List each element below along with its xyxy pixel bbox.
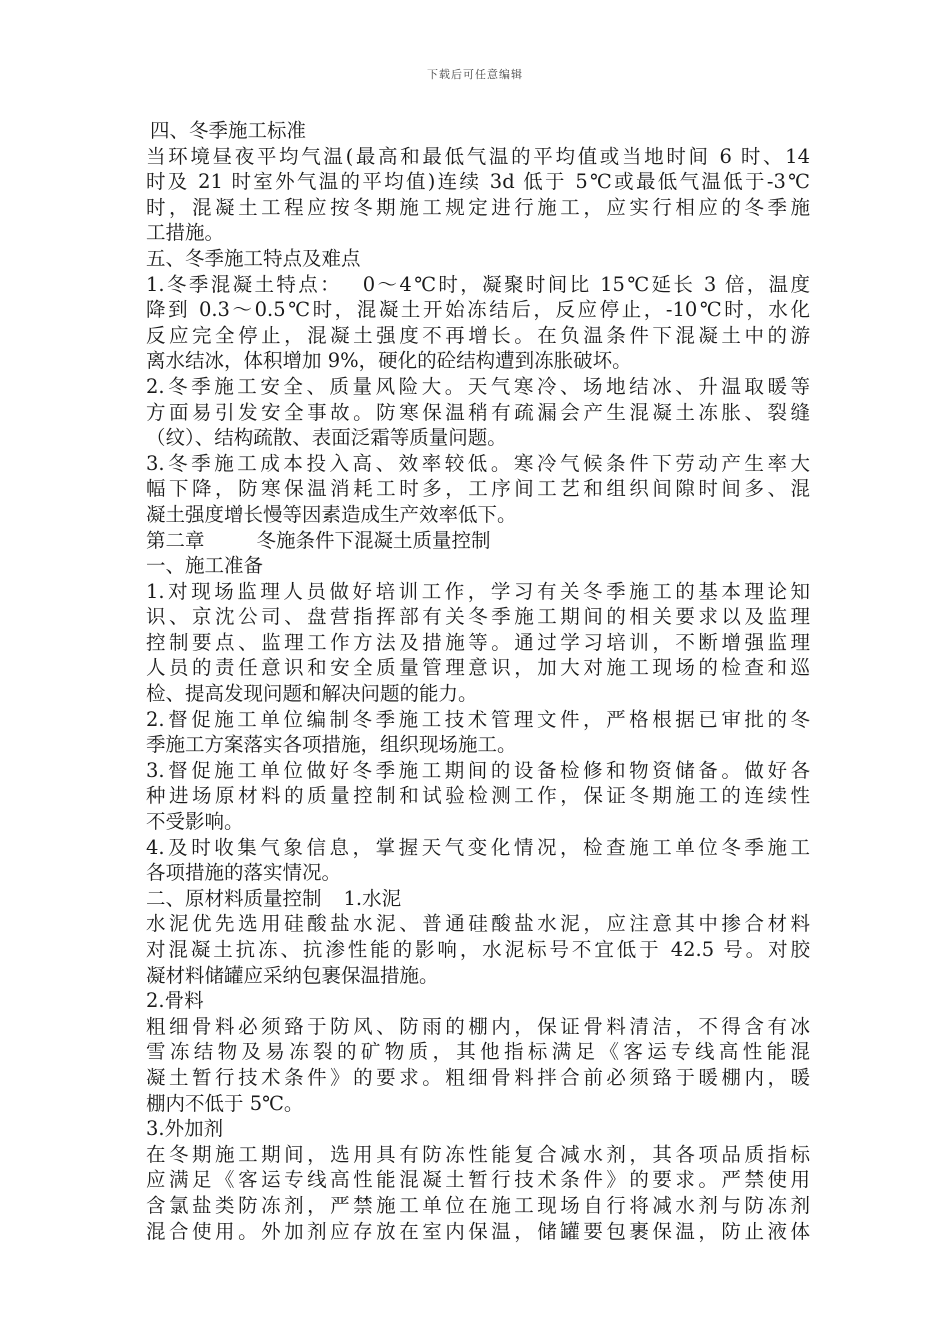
paragraph-line: 季施工方案落实各项措施，组织现场施工。 [146, 733, 517, 757]
paragraph-line: （纹）、结构疏散、表面泛霜等质量问题。 [146, 426, 507, 450]
paragraph-line: 棚内不低于 5℃。 [146, 1091, 304, 1115]
paragraph-line: 降到 0.3～0.5℃时，混凝土开始冻结后，反应停止，-10℃时，水化 [146, 298, 810, 322]
paragraph-line: 工措施。 [146, 221, 225, 245]
section-heading [146, 886, 810, 912]
paragraph-line: 方面易引发安全事故。防寒保温稍有疏漏会产生混凝土冻胀、裂缝 [146, 400, 810, 424]
paragraph-line: 3.督促施工单位做好冬季施工期间的设备检修和物资储备。做好各 [146, 758, 810, 782]
paragraph-line: 4.及时收集气象信息，掌握天气变化情况，检查施工单位冬季施工 [146, 835, 810, 859]
paragraph-line: 不受影响。 [146, 810, 244, 834]
paragraph-line: 混合使用。外加剂应存放在室内保温，储罐要包裹保温，防止液体 [146, 1219, 810, 1243]
chapter-number: 第二章 [146, 528, 205, 552]
paragraph-line: 识、京沈公司、盘营指挥部有关冬季施工期间的相关要求以及监理 [146, 605, 810, 629]
paragraph-line: 对混凝土抗冻、抗渗性能的影响，水泥标号不宜低于 42.5 号。对胶 [146, 938, 810, 961]
paragraph-line: 检、提高发现问题和解决问题的能力。 [146, 682, 478, 706]
paragraph-line: 控制要点、监理工作方法及措施等。通过学习培训，不断增强监理 [146, 630, 810, 654]
chapter-heading [146, 528, 810, 554]
paragraph-line: 凝材料储罐应采纳包裹保温措施。 [146, 963, 439, 987]
paragraph-line: 时及 21 时室外气温的平均值)连续 3d 低于 5℃或最低气温低于-3℃ [146, 170, 810, 194]
subsection-heading: 3.外加剂 [146, 1117, 224, 1141]
section-heading: 四、冬季施工标准 [150, 119, 307, 142]
section-heading: 五、冬季施工特点及难点 [146, 246, 361, 270]
chapter-title: 冬施条件下混凝土质量控制 [256, 528, 491, 552]
subsection-heading: 2.骨料 [146, 989, 204, 1013]
paragraph-line: 在冬期施工期间，选用具有防冻性能复合减水剂，其各项品质指标 [146, 1142, 810, 1166]
paragraph-line: 含氯盐类防冻剂，严禁施工单位在施工现场自行将减水剂与防冻剂 [146, 1193, 810, 1217]
paragraph-line: 应满足《客运专线高性能混凝土暂行技术条件》的要求。严禁使用 [146, 1168, 810, 1192]
section-heading-title: 二、原材料质量控制 [146, 886, 322, 910]
paragraph-line: 凝土强度增长慢等因素造成生产效率低下。 [146, 502, 517, 526]
paragraph-line: 1.冬季混凝土特点： 0～4℃时，凝聚时间比 15℃延长 3 倍，温度 [146, 272, 810, 296]
paragraph-line: 2.督促施工单位编制冬季施工技术管理文件，严格根据已审批的冬 [146, 707, 810, 731]
paragraph-line: 当环境昼夜平均气温(最高和最低气温的平均值或当地时间 6 时、14 [146, 144, 810, 168]
paragraph-line: 各项措施的落实情况。 [146, 861, 342, 885]
paragraph-line: 幅下降，防寒保温消耗工时多，工序间工艺和组织间隙时间多、混 [146, 477, 810, 501]
paragraph-line: 离水结冰，体积增加 9%，硬化的砼结构遭到冻胀破坏。 [146, 349, 632, 373]
paragraph-line: 2.冬季施工安全、质量风险大。天气寒冷、场地结冰、升温取暖等 [146, 374, 810, 398]
paragraph-line: 粗细骨料必须臵于防风、防雨的棚内，保证骨料清洁，不得含有冰 [146, 1014, 810, 1038]
paragraph-line: 时，混凝土工程应按冬期施工规定进行施工，应实行相应的冬季施 [146, 195, 810, 219]
paragraph-line: 3.冬季施工成本投入高、效率较低。寒冷气候条件下劳动产生率大 [146, 451, 810, 475]
document-body [146, 118, 810, 1244]
paragraph-line: 1.对现场监理人员做好培训工作，学习有关冬季施工的基本理论知 [146, 579, 810, 603]
paragraph-line: 水泥优先选用硅酸盐水泥、普通硅酸盐水泥，应注意其中掺合材料 [146, 912, 810, 936]
paragraph-line: 反应完全停止，混凝土强度不再增长。在负温条件下混凝土中的游 [146, 323, 810, 347]
section-heading: 一、施工准备 [146, 554, 264, 578]
paragraph-line: 人员的责任意识和安全质量管理意识，加大对施工现场的检查和巡 [146, 656, 810, 680]
subsection-heading: 1.水泥 [343, 886, 402, 910]
paragraph-line: 种进场原材料的质量控制和试验检测工作，保证冬期施工的连续性 [146, 784, 810, 808]
paragraph-line: 凝土暂行技术条件》的要求。粗细骨料拌合前必须臵于暖棚内，暖 [146, 1065, 810, 1089]
page-header-note: 下载后可任意编辑 [427, 68, 523, 81]
paragraph-line: 雪冻结物及易冻裂的矿物质，其他指标满足《客运专线高性能混 [146, 1040, 810, 1064]
